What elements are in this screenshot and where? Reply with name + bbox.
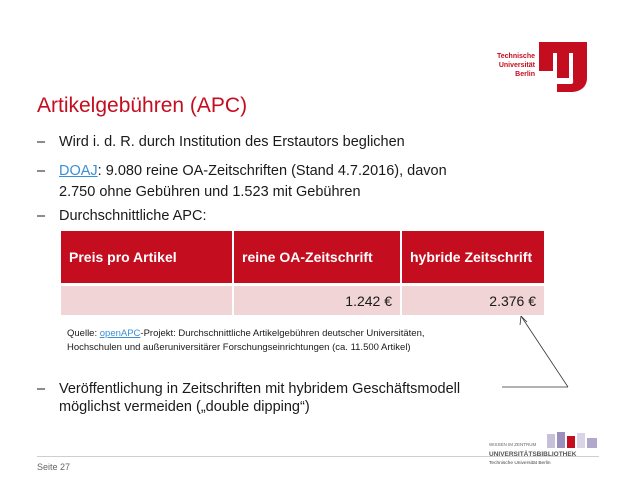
doaj-link[interactable]: DOAJ	[59, 163, 98, 179]
table-cell: 1.242 €	[233, 285, 401, 316]
bullet-dash: –	[37, 381, 46, 397]
table-cell: 2.376 €	[401, 285, 544, 316]
table-cell	[61, 285, 233, 316]
table-header-row	[61, 231, 544, 285]
library-logo-line-2: UNIVERSITÄTSBIBLIOTHEK	[489, 451, 577, 458]
source-note	[67, 327, 425, 355]
table-row	[61, 285, 544, 316]
bullet-text: Wird i. d. R. durch Institution des Erstautors beglichen	[59, 134, 405, 150]
apc-table	[61, 231, 544, 315]
bullet-dash: –	[37, 134, 46, 150]
bullet-doaj-continuation: 2.750 ohne Gebühren und 1.523 mit Gebühren	[59, 184, 361, 200]
bullet-text: Veröffentlichung in Zeitschriften mit hybridem Geschäftsmodell	[59, 381, 461, 397]
source-prefix: Quelle:	[67, 328, 100, 339]
bullet-institution	[37, 132, 405, 152]
bullet-text: Durchschnittliche APC:	[59, 208, 207, 224]
bullet-doaj	[37, 161, 447, 181]
logo-line-3: Berlin	[515, 71, 535, 78]
bullet-text: : 9.080 reine OA-Zeitschriften (Stand 4.7.2016), davon	[97, 163, 447, 179]
source-text: -Projekt: Durchschnittliche Artikelgebühren deutscher Universitäten,	[140, 328, 425, 339]
page-number: Seite 27	[37, 462, 71, 472]
bullet-hybrid	[37, 379, 460, 399]
library-logo-line-3: Technische Universität Berlin	[489, 461, 551, 466]
logo-line-2: Universität	[498, 62, 535, 69]
bullet-hybrid-continuation: möglichst vermeiden („double dipping“)	[59, 399, 310, 415]
page-title: Artikelgebühren (APC)	[37, 94, 248, 117]
openapc-link[interactable]: openAPC	[99, 328, 141, 339]
bullet-apc	[37, 206, 206, 226]
table-header: Preis pro Artikel	[61, 231, 233, 285]
source-text-line2: Hochschulen und außeruniversitärer Forschungseinrichtungen (ca. 11.500 Artikel)	[67, 342, 411, 353]
logo-line-1: Technische	[497, 53, 535, 60]
bullet-dash: –	[37, 163, 46, 179]
bullet-dash: –	[37, 208, 46, 224]
logo-vertical-text: berlin	[589, 58, 596, 78]
tu-berlin-logo	[491, 26, 609, 106]
table-header: reine OA-Zeitschrift	[233, 231, 401, 285]
table-header: hybride Zeitschrift	[401, 231, 544, 285]
library-logo	[487, 432, 599, 472]
library-logo-line-1: WISSEN IM ZENTRUM	[489, 442, 537, 447]
